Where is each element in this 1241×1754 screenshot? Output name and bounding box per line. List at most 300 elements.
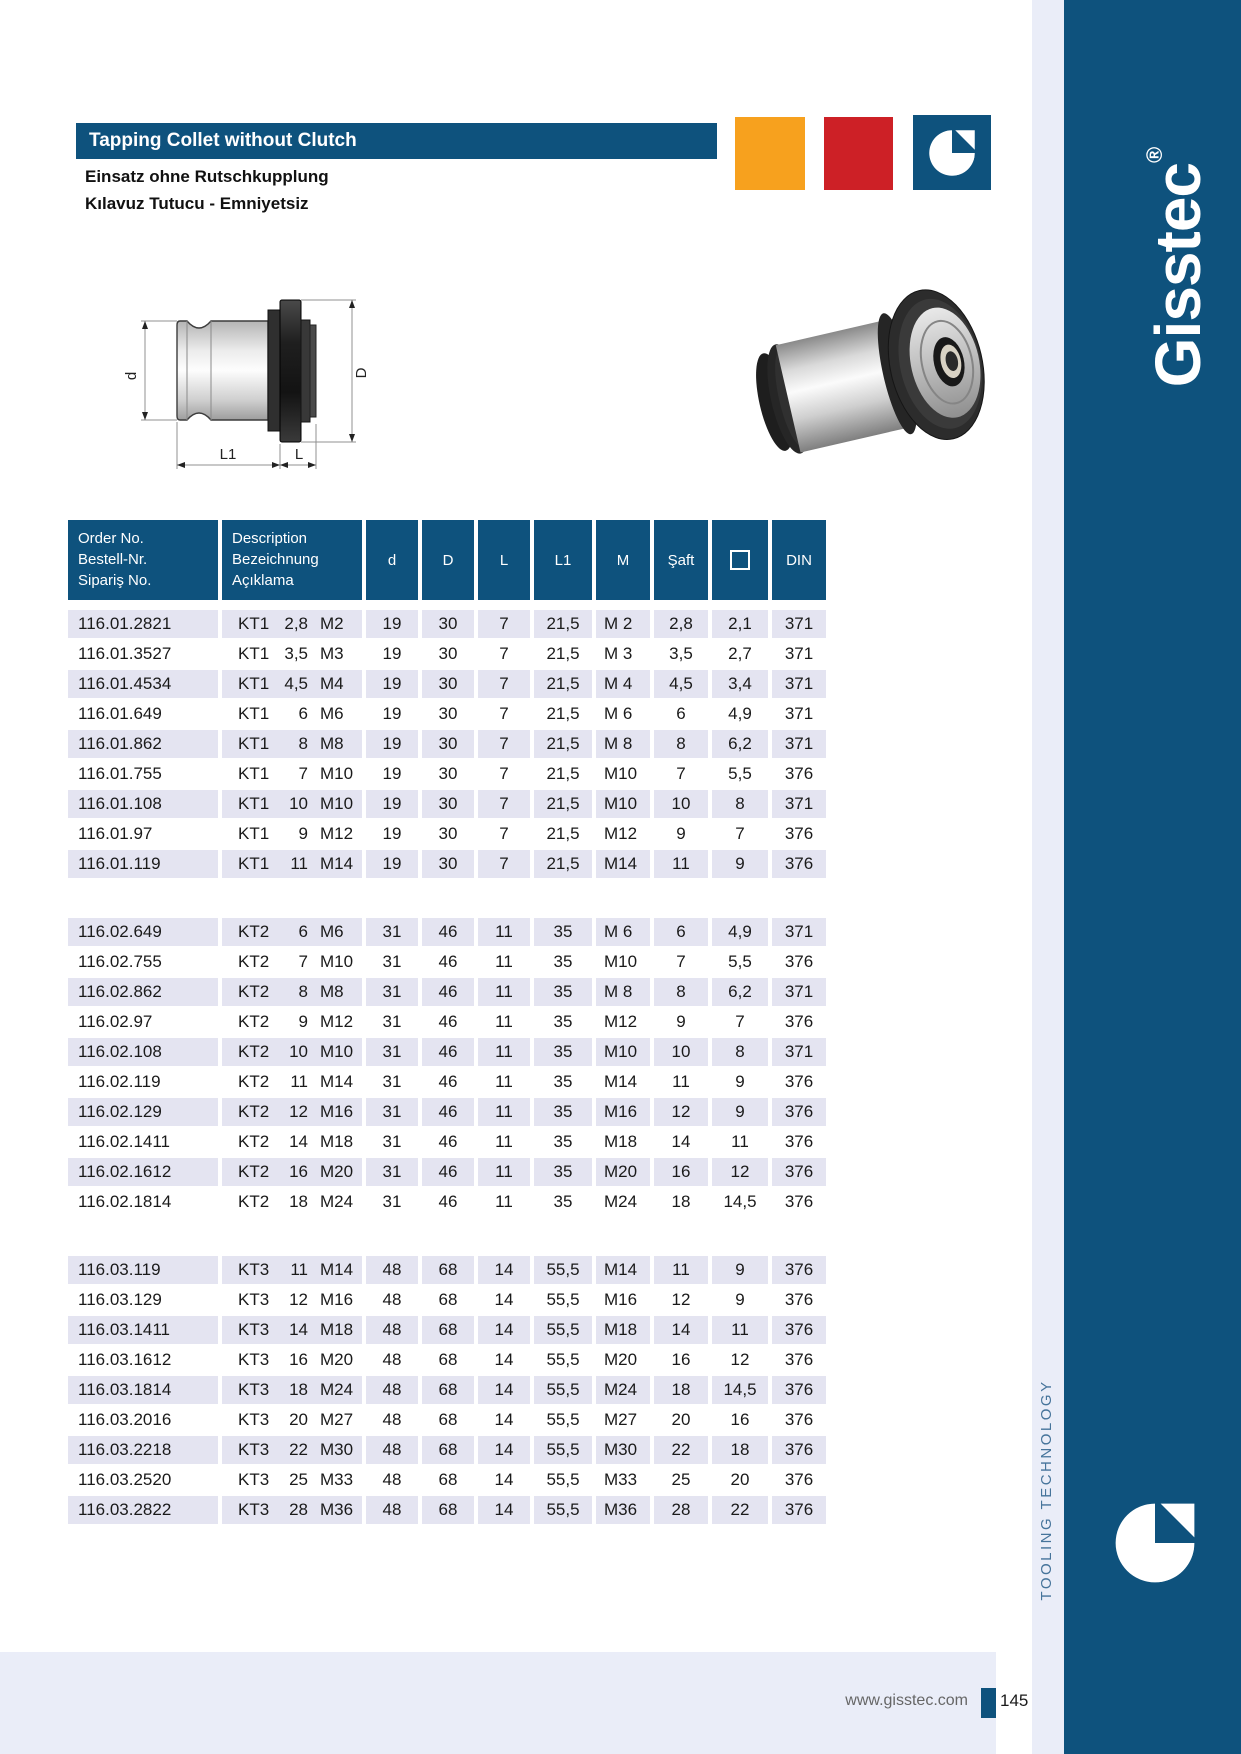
cell-L: 11: [495, 1012, 513, 1031]
brand-logo-square: [913, 115, 991, 190]
col-header-description: Description Bezeichnung Açıklama: [222, 520, 362, 600]
desc-model: KT2: [238, 1102, 270, 1121]
cell-order-no: 116.03.119: [68, 1256, 218, 1284]
cell-description: [222, 1098, 362, 1126]
cell-saft: 12: [654, 1098, 708, 1126]
cell-order-no: 116.03.129: [78, 1290, 162, 1309]
cell-D: 68: [438, 1290, 458, 1309]
cell-order-no: 116.02.649: [68, 918, 218, 946]
cell-square: 8: [712, 790, 768, 818]
cell-L1: 35: [534, 1038, 592, 1066]
website-link[interactable]: www.gisstec.com: [845, 1692, 968, 1709]
desc-size: 8: [298, 982, 308, 1001]
desc-size: 18: [289, 1192, 308, 1211]
dim-label-L1: L1: [219, 446, 237, 463]
cell-L1: 35: [534, 1158, 592, 1186]
cell-M: M12: [604, 824, 638, 843]
cell-saft: 10: [654, 790, 708, 818]
table-row: [68, 1466, 826, 1494]
cell-din: 376: [772, 850, 826, 878]
brand-logo-bottom: [1110, 1498, 1200, 1593]
cell-D: 46: [422, 918, 474, 946]
cell-d: 48: [366, 1436, 418, 1464]
desc-model: KT2: [238, 922, 270, 941]
cell-d: 48: [382, 1290, 402, 1309]
cell-M: M 2: [596, 610, 650, 638]
cell-d: 48: [366, 1496, 418, 1524]
cell-L: 11: [495, 952, 513, 971]
cell-M: M10: [604, 952, 638, 971]
cell-d: 48: [382, 1410, 402, 1429]
col-header-order-no: Order No. Bestell-Nr. Sipariş No.: [68, 520, 218, 600]
cell-D: 68: [422, 1316, 474, 1344]
page-number-marker: [981, 1688, 996, 1718]
subtitle-german: Einsatz ohne Rutschkupplung: [85, 167, 329, 186]
desc-thread: M24: [320, 1192, 354, 1211]
cell-din: 376: [772, 1098, 826, 1126]
cell-square: 12: [730, 1350, 750, 1369]
desc-thread: M8: [320, 982, 344, 1001]
cell-description: [222, 1256, 362, 1284]
desc-thread: M16: [320, 1290, 354, 1309]
product-table: [68, 520, 826, 1526]
table-row: [68, 1158, 826, 1186]
cell-square: 6,2: [712, 978, 768, 1006]
table-row: [68, 948, 826, 976]
gisstec-g-icon: [1110, 1498, 1200, 1588]
table-row: [68, 1256, 826, 1284]
cell-D: 68: [438, 1350, 458, 1369]
col-header-square: [712, 520, 768, 600]
table-row: [68, 1346, 826, 1374]
cell-order-no: 116.03.2016: [78, 1410, 172, 1429]
desc-model: KT2: [238, 1012, 270, 1031]
desc-thread: M18: [320, 1132, 354, 1151]
cell-description: [222, 610, 362, 638]
cell-D: 30: [438, 644, 458, 663]
cell-saft: 16: [654, 1158, 708, 1186]
table-row: [68, 1436, 826, 1464]
cell-description: [222, 640, 362, 668]
cell-L1: 35: [553, 1132, 573, 1151]
desc-model: KT2: [238, 1072, 270, 1091]
cell-description: [222, 1466, 362, 1494]
cell-M: M10: [604, 764, 638, 783]
desc-thread: M16: [320, 1102, 354, 1121]
cell-L: 11: [478, 1038, 530, 1066]
table-row: [68, 790, 826, 818]
cell-D: 30: [438, 824, 458, 843]
desc-size: 18: [289, 1380, 308, 1399]
cell-description: [222, 1376, 362, 1404]
cell-M: M24: [596, 1376, 650, 1404]
cell-L: 11: [478, 978, 530, 1006]
cell-D: 68: [422, 1436, 474, 1464]
cell-saft: 8: [654, 730, 708, 758]
table-row: [68, 760, 826, 788]
desc-size: 14: [289, 1320, 308, 1339]
cell-d: 19: [382, 644, 402, 663]
cell-order-no: 116.02.119: [78, 1072, 161, 1091]
cell-order-no: 116.02.108: [68, 1038, 218, 1066]
cell-d: 31: [382, 1132, 402, 1151]
cell-L1: 35: [534, 978, 592, 1006]
cell-L: 14: [478, 1316, 530, 1344]
cell-saft: 28: [654, 1496, 708, 1524]
desc-model: KT2: [238, 1162, 270, 1181]
table-row: [68, 820, 826, 848]
cell-L: 14: [494, 1410, 514, 1429]
cell-order-no: 116.02.755: [78, 952, 162, 971]
cell-description: [222, 918, 362, 946]
cell-M: M12: [604, 1012, 638, 1031]
desc-model: KT1: [238, 854, 270, 873]
cell-L1: 55,5: [534, 1436, 592, 1464]
cell-din: 376: [784, 952, 814, 971]
table-row: [68, 1098, 826, 1126]
cell-saft: 11: [654, 850, 708, 878]
cell-din: 371: [784, 704, 814, 723]
cell-L: 7: [478, 850, 530, 878]
cell-saft: 25: [671, 1470, 691, 1489]
cell-din: 371: [784, 644, 814, 663]
technical-drawing: [100, 250, 400, 480]
desc-size: 20: [289, 1410, 308, 1429]
desc-size: 3,5: [284, 644, 308, 663]
cell-L: 11: [495, 1132, 513, 1151]
cell-din: 376: [784, 1470, 814, 1489]
cell-din: 376: [784, 824, 814, 843]
table-row: [68, 700, 826, 728]
square-symbol-icon: [730, 550, 750, 570]
desc-model: KT3: [238, 1500, 270, 1519]
cell-d: 31: [366, 1098, 418, 1126]
cell-description: [222, 1068, 362, 1096]
cell-din: 376: [784, 1290, 814, 1309]
desc-thread: M14: [320, 854, 354, 873]
cell-L: 7: [478, 670, 530, 698]
table-header: [68, 520, 826, 600]
cell-M: M14: [604, 1072, 638, 1091]
cell-description: [222, 1316, 362, 1344]
cell-d: 48: [366, 1256, 418, 1284]
cell-square: 8: [712, 1038, 768, 1066]
cell-D: 68: [438, 1410, 458, 1429]
desc-size: 9: [298, 1012, 308, 1031]
cell-saft: 4,5: [654, 670, 708, 698]
cell-square: 9: [712, 850, 768, 878]
cell-saft: 3,5: [669, 644, 693, 663]
cell-d: 48: [382, 1470, 402, 1489]
cell-L1: 55,5: [546, 1410, 580, 1429]
desc-model: KT2: [238, 982, 270, 1001]
table-group-KT2: [68, 918, 826, 1216]
registered-mark: ®: [1142, 146, 1167, 163]
table-row: [68, 670, 826, 698]
col-header-L1: L1: [534, 520, 592, 600]
cell-d: 31: [382, 1072, 402, 1091]
cell-M: M 6: [596, 918, 650, 946]
cell-L: 7: [499, 704, 509, 723]
cell-L1: 55,5: [534, 1376, 592, 1404]
desc-thread: M24: [320, 1380, 354, 1399]
subtitle-turkish: Kılavuz Tutucu - Emniyetsiz: [85, 194, 309, 213]
desc-thread: M10: [320, 764, 354, 783]
cell-din: 371: [772, 790, 826, 818]
desc-size: 9: [298, 824, 308, 843]
cell-d: 48: [366, 1316, 418, 1344]
cell-saft: 6: [654, 918, 708, 946]
cell-square: 14,5: [712, 1376, 768, 1404]
desc-size: 6: [298, 922, 308, 941]
cell-L1: 35: [553, 1072, 573, 1091]
cell-D: 68: [422, 1256, 474, 1284]
cell-L1: 21,5: [534, 610, 592, 638]
desc-size: 25: [289, 1470, 308, 1489]
cell-saft: 22: [654, 1436, 708, 1464]
desc-model: KT2: [238, 1042, 270, 1061]
cell-L1: 35: [553, 952, 573, 971]
cell-saft: 11: [672, 1072, 690, 1091]
collet-flange: [280, 300, 301, 442]
desc-thread: M6: [320, 704, 344, 723]
desc-size: 16: [289, 1162, 308, 1181]
cell-L1: 21,5: [534, 730, 592, 758]
desc-thread: M6: [320, 922, 344, 941]
cell-description: [222, 1188, 362, 1216]
cell-D: 30: [438, 764, 458, 783]
cell-L: 11: [495, 1072, 513, 1091]
cell-order-no: 116.02.1612: [68, 1158, 218, 1186]
cell-order-no: 116.01.119: [68, 850, 218, 878]
cell-description: [222, 1158, 362, 1186]
cell-D: 46: [422, 1038, 474, 1066]
cell-D: 46: [422, 978, 474, 1006]
cell-order-no: 116.01.4534: [68, 670, 218, 698]
cell-description: [222, 1286, 362, 1314]
cell-din: 376: [772, 1436, 826, 1464]
cell-D: 30: [422, 730, 474, 758]
cell-order-no: 116.02.1814: [78, 1192, 172, 1211]
cell-description: [222, 1406, 362, 1434]
desc-size: 11: [290, 854, 308, 873]
cell-d: 31: [366, 978, 418, 1006]
cell-order-no: 116.01.108: [68, 790, 218, 818]
cell-M: M20: [596, 1158, 650, 1186]
cell-square: 20: [730, 1470, 750, 1489]
cell-L: 7: [499, 824, 509, 843]
cell-D: 46: [438, 952, 458, 971]
cell-D: 46: [438, 1192, 458, 1211]
cell-saft: 9: [676, 824, 686, 843]
cell-din: 371: [772, 1038, 826, 1066]
cell-order-no: 116.01.3527: [78, 644, 172, 663]
cell-M: M18: [604, 1132, 638, 1151]
cell-square: 9: [712, 1256, 768, 1284]
cell-square: 4,9: [712, 918, 768, 946]
desc-size: 12: [289, 1102, 308, 1121]
table-body: [68, 610, 826, 1524]
cell-M: M27: [604, 1410, 638, 1429]
cell-saft: 14: [654, 1316, 708, 1344]
cell-d: 31: [382, 1192, 402, 1211]
cell-D: 46: [438, 1072, 458, 1091]
cell-L1: 55,5: [534, 1256, 592, 1284]
cell-D: 46: [422, 1098, 474, 1126]
cell-L: 7: [499, 764, 509, 783]
desc-thread: M20: [320, 1162, 354, 1181]
cell-D: 46: [438, 1132, 458, 1151]
cell-L1: 55,5: [546, 1290, 580, 1309]
cell-M: M 6: [604, 704, 633, 723]
table-row: [68, 1128, 826, 1156]
cell-saft: 10: [654, 1038, 708, 1066]
table-row: [68, 1376, 826, 1404]
col-header-L: L: [478, 520, 530, 600]
cell-M: M16: [596, 1098, 650, 1126]
desc-size: 4,5: [284, 674, 308, 693]
desc-size: 6: [298, 704, 308, 723]
cell-L: 7: [478, 610, 530, 638]
cell-din: 376: [784, 1072, 814, 1091]
cell-L1: 35: [553, 1192, 573, 1211]
cell-din: 376: [772, 1376, 826, 1404]
cell-order-no: 116.02.862: [68, 978, 218, 1006]
cell-d: 48: [366, 1376, 418, 1404]
desc-size: 10: [289, 794, 308, 813]
table-row: [68, 730, 826, 758]
cell-square: 2,7: [728, 644, 752, 663]
cell-din: 371: [772, 730, 826, 758]
desc-thread: M27: [320, 1410, 354, 1429]
cell-din: 376: [784, 1192, 814, 1211]
cell-din: 376: [772, 1316, 826, 1344]
cell-L1: 21,5: [546, 704, 580, 723]
cell-L1: 21,5: [534, 850, 592, 878]
cell-square: 2,1: [712, 610, 768, 638]
orange-square-decor: [735, 117, 805, 190]
cell-saft: 12: [671, 1290, 691, 1309]
collet-body-outline: [177, 321, 268, 420]
table-row: [68, 1316, 826, 1344]
brand-name: Gisstec: [1142, 162, 1214, 388]
desc-model: KT3: [238, 1440, 270, 1459]
cell-D: 30: [438, 704, 458, 723]
cell-d: 31: [366, 1158, 418, 1186]
desc-model: KT3: [238, 1260, 270, 1279]
cell-description: [222, 700, 362, 728]
desc-thread: M8: [320, 734, 344, 753]
table-group-KT3: [68, 1256, 826, 1524]
cell-din: 376: [772, 1158, 826, 1186]
cell-M: M33: [604, 1470, 638, 1489]
cell-din: 371: [772, 610, 826, 638]
cell-L1: 35: [553, 1012, 573, 1031]
cell-L1: 55,5: [546, 1350, 580, 1369]
desc-model: KT1: [238, 644, 270, 663]
cell-square: 6,2: [712, 730, 768, 758]
cell-square: 7: [735, 824, 745, 843]
cell-M: M10: [596, 790, 650, 818]
table-row: [68, 1496, 826, 1524]
cell-L1: 55,5: [534, 1316, 592, 1344]
cell-square: 4,9: [728, 704, 752, 723]
cell-M: M24: [604, 1192, 638, 1211]
cell-L: 14: [478, 1436, 530, 1464]
cell-L: 7: [478, 790, 530, 818]
table-row: [68, 978, 826, 1006]
desc-thread: M12: [320, 1012, 354, 1031]
table-row: [68, 1286, 826, 1314]
brand-wordmark: [1110, 77, 1214, 457]
table-row: [68, 610, 826, 638]
page-number: 145: [1000, 1691, 1029, 1710]
cell-M: M30: [596, 1436, 650, 1464]
brand-tagline: TOOLING TECHNOLOGY: [1038, 1379, 1055, 1601]
cell-order-no: 116.03.2822: [68, 1496, 218, 1524]
cell-L1: 21,5: [534, 790, 592, 818]
desc-thread: M2: [320, 614, 344, 633]
desc-thread: M10: [320, 794, 354, 813]
cell-saft: 11: [654, 1256, 708, 1284]
cell-d: 31: [382, 1012, 402, 1031]
cell-L: 14: [478, 1256, 530, 1284]
table-row: [68, 918, 826, 946]
cell-description: [222, 760, 362, 788]
cell-saft: 2,8: [654, 610, 708, 638]
cell-din: 376: [772, 1496, 826, 1524]
cell-order-no: 116.01.649: [78, 704, 162, 723]
cell-M: M16: [604, 1290, 638, 1309]
desc-thread: M33: [320, 1470, 354, 1489]
cell-din: 376: [784, 1132, 814, 1151]
cell-L1: 55,5: [534, 1496, 592, 1524]
cell-square: 11: [712, 1316, 768, 1344]
cell-L: 11: [478, 1158, 530, 1186]
cell-L: 11: [495, 1192, 513, 1211]
desc-model: KT2: [238, 1132, 270, 1151]
cell-order-no: 116.03.1411: [68, 1316, 218, 1344]
cell-L: 7: [499, 644, 509, 663]
cell-M: M 8: [596, 730, 650, 758]
col-header-D: D: [422, 520, 474, 600]
cell-L1: 55,5: [546, 1470, 580, 1489]
desc-model: KT3: [238, 1290, 270, 1309]
desc-thread: M4: [320, 674, 344, 693]
cell-D: 68: [438, 1470, 458, 1489]
cell-L1: 35: [534, 918, 592, 946]
cell-description: [222, 670, 362, 698]
desc-size: 11: [290, 1072, 308, 1091]
dim-label-d: d: [123, 371, 140, 381]
desc-thread: M36: [320, 1500, 354, 1519]
cell-order-no: 116.01.2821: [68, 610, 218, 638]
desc-model: KT3: [238, 1470, 270, 1489]
cell-d: 19: [382, 764, 402, 783]
cell-din: 376: [784, 1012, 814, 1031]
product-photo: [720, 283, 1020, 478]
cell-order-no: 116.03.1612: [78, 1350, 172, 1369]
desc-model: KT1: [238, 764, 270, 783]
table-row: [68, 1008, 826, 1036]
cell-L: 14: [494, 1470, 514, 1489]
cell-d: 19: [382, 824, 402, 843]
desc-size: 11: [290, 1260, 308, 1279]
cell-description: [222, 1496, 362, 1524]
cell-square: 3,4: [712, 670, 768, 698]
cell-L1: 21,5: [546, 644, 580, 663]
cell-d: 48: [382, 1350, 402, 1369]
